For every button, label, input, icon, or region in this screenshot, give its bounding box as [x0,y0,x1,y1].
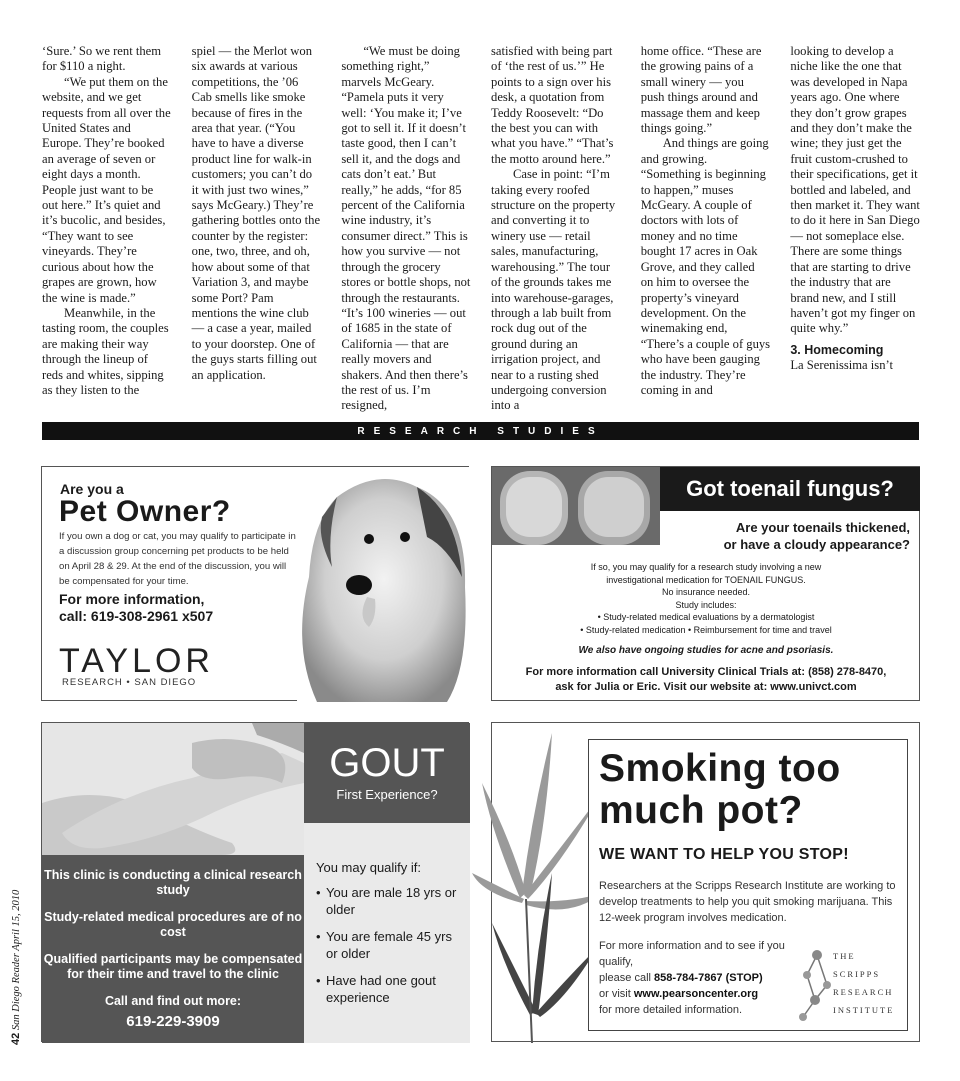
ad-contact [59,591,213,625]
ad-contact-line: Call and find out more: [104,994,242,1008]
article-column-4 [491,44,621,413]
logo-line: RESEARCH [833,987,894,997]
article-column-3 [341,44,471,413]
ad-body-line: Qualified participants may be compensated for their time and travel to the clinic [43,952,303,981]
contact-text: please call [599,972,655,984]
page-folio [6,889,26,1045]
ad-body-line: Study includes: [675,599,737,610]
contact-text: or visit [599,988,634,1000]
ad-headline-line: much pot? [599,789,803,832]
ad-body-line: No insurance needed. [661,587,751,597]
ad-headline: Got toenail fungus? [660,467,920,511]
ad-contact-line: For more information and to see if you qualify, [599,940,785,968]
paragraph: looking to develop a niche like the one that was developed in Napa years ago. One where they don’t grow grapes and they don’t make the wine; they just get the fruit custom-crushed to their specifications, get it bottled and labeled, and then market it. They want to do it here in San Diego — not someplace else. There are some things that are starting to drive the industry that are brand new, and I still haven’t got my finger on quite why.” [790,44,920,336]
paragraph: satisfied with being part of ‘the rest of us.’” He points to a sign over his desk, a quotation from Teddy Roosevelt: “Do the best you can with what you have.” “That’s the motto around here.” [491,44,614,166]
ad-contact-line: ask for Julia or Eric. Visit our website at: www.univct.com [555,681,857,693]
pet-owner-ad [41,466,469,701]
ad-contact [599,938,799,1018]
ad-contact-line: For more information, [59,591,205,607]
ad-question-line: or have a cloudy appearance? [723,537,910,552]
ad-subheadline: WE WANT TO HELP YOU STOP! [599,846,849,863]
section-bar: RESEARCH STUDIES [42,422,919,440]
article-column-6 [790,44,920,404]
page-number: 42 [10,1032,22,1045]
logo-line: INSTITUTE [833,1005,895,1015]
ad-question-line: Are your toenails thickened, [735,520,910,535]
paragraph: La Serenissima isn’t [790,358,893,373]
article-column-5 [641,44,771,404]
molecule-icon [795,945,835,1025]
toenail-fungus-ad [491,466,920,701]
list-item: • Have had one gout experience [316,972,460,1006]
paragraph: spiel — the Merlot won six awards at various competitions, the ’06 Cab smells like smoke because of fires in the area that year. (“You have to have a diverse product line for walk-in customers; you can’t do it with just two wines,” says McGeary.) They’re gathering bottles onto the counter by the register: one, two, three, and oh, how about some of that Variation 3, and maybe some Port? Pam mentions the wine club — a case a year, mailed to your doorstep. One of the guys starts filling out an application. [191,44,321,382]
smoking-pot-ad [491,722,920,1042]
qualify-items [316,884,460,1006]
ad-question [660,519,910,553]
gout-title-box [304,723,470,823]
ad-headline-line: Smoking too [599,747,841,790]
qualify-heading: You may qualify if: [316,860,422,875]
ad-contact-line: for more detailed information. [599,1004,743,1016]
scripps-logo [795,945,905,1025]
ad-body: If you own a dog or cat, you may qualify to participate in a discussion group concerning pet products to be held on April 28 & 29. At the end of the discussion, you will be compensated for your time. [59,531,296,587]
foot-photo-icon [42,723,304,855]
paragraph: ‘Sure.’ So we rent them for $110 a night. [42,44,162,74]
ad-body-line: • Study-related medication • Reimbursement for time and travel [580,624,832,635]
ad-body-line: • Study-related medical evaluations by a dermatologist [597,612,815,622]
ad-contact-line [599,986,799,1002]
article-column-2 [192,44,322,404]
ad-contact-line [599,970,799,986]
pot-ad-panel [588,739,908,1031]
paragraph: Meanwhile, in the tasting room, the couples are making their way through the lineup of reds and whites, sipping as they listen to the [42,305,169,397]
logo-line: THE [833,951,856,961]
ad-body-line: This clinic is conducting a clinical research study [44,868,302,897]
gout-info-panel [42,855,304,1043]
article-column-1 [42,44,172,404]
gout-ad [41,722,469,1042]
ad-headline [599,748,841,832]
ad-website: www.pearsoncenter.org [633,988,759,1000]
ad-body [502,561,910,636]
ad-headline: GOUT [329,741,445,785]
paragraph: Case in point: “I’m taking every roofed structure on the property and converting it to winery use — retail sales, manufacturing, warehousing.” The tour of the grounds takes me into warehouse-garages, through a lab built from rock dug out of the ground during an irrigation project, and near to a rusting shed undergoing conversion into a [491,167,616,413]
ad-phone: call: 619-308-2961 x507 [59,608,214,624]
dog-photo-icon [297,467,469,702]
list-item: • You are male 18 yrs or older [316,884,460,918]
ad-contact-line: For more information call University Clinical Trials at: (858) 278-8470, [525,666,887,678]
ad-body-line: Study-related medical procedures are of no cost [44,910,302,939]
ad-contact [502,665,910,695]
publication-line: San Diego Reader April 15, 2010 [11,889,22,1031]
toenail-photo-icon [492,467,660,545]
taylor-logo-sub: RESEARCH • SAN DIEGO [62,677,197,688]
scripps-logo-text [833,947,894,1019]
ad-body-line: investigational medication for TOENAIL FUNGUS. [606,574,806,585]
subhead: 3. Homecoming [790,342,884,357]
ad-body-line: If so, you may qualify for a research study involving a new [590,562,822,572]
ad-body: Researchers at the Scripps Research Institute are working to develop treatments to help you quit smoking marijuana. This 12-week program involves medication. [599,880,896,924]
cannabis-leaf-icon [492,723,602,1043]
ad-phone: 858-784-7867 (STOP) [654,972,763,984]
logo-line: SCRIPPS [833,969,881,979]
paragraph: home office. “These are the growing pains of a small winery — you push things around and massage them and keep things going.” [640,44,762,136]
ad-phone: 619-229-3909 [126,1013,220,1030]
gout-qualify-list [304,823,470,1043]
article-columns [42,44,920,413]
folio-text [10,890,22,1045]
paragraph: “We put them on the website, and we get requests from all over the United States and Europe. They’re booked an average of seven or eight days a month. People just want to be out here.” It’s quiet and it’s bucolic, and besides, “They want to see vineyards. They’re curious about how the grapes are grown, how the wine is made.” [42,74,171,305]
paragraph: “We must be doing something right,” marvels McGeary. “Pamela puts it very well: ‘You make it; I’ve got to sell it. If it doesn’t taste good, then I can’t sell it, and the dogs and cats don’t eat.’ But really,” he adds, “for 85 percent of the California wine industry, it’s consumer direct.” This is how you survive — not through the grocery stores or bottle shops, not through the restaurants. “It’s 100 wineries — out of 1685 in the state of California — that are really movers and shakers. And then there’s the rest of us. I’m resigned, [341,44,471,413]
ad-headline: Pet Owner? [59,495,231,528]
ad-subtitle: First Experience? [336,787,438,802]
ad-also: We also have ongoing studies for acne and psoriasis. [578,645,834,656]
list-item: • You are female 45 yrs or older [316,928,460,962]
taylor-logo: TAYLOR [59,642,214,680]
ad-kicker: Are you a [60,481,124,497]
paragraph: And things are going and growing. “Something is beginning to happen,” muses McGeary. A couple of doctors with lots of money and no time bought 17 acres in Oak Grove, and they called on him to oversee the property’s vineyard development. On the winemaking end, “There’s a couple of guys who have been gauging the industry. They’re coming in and [640,136,771,397]
